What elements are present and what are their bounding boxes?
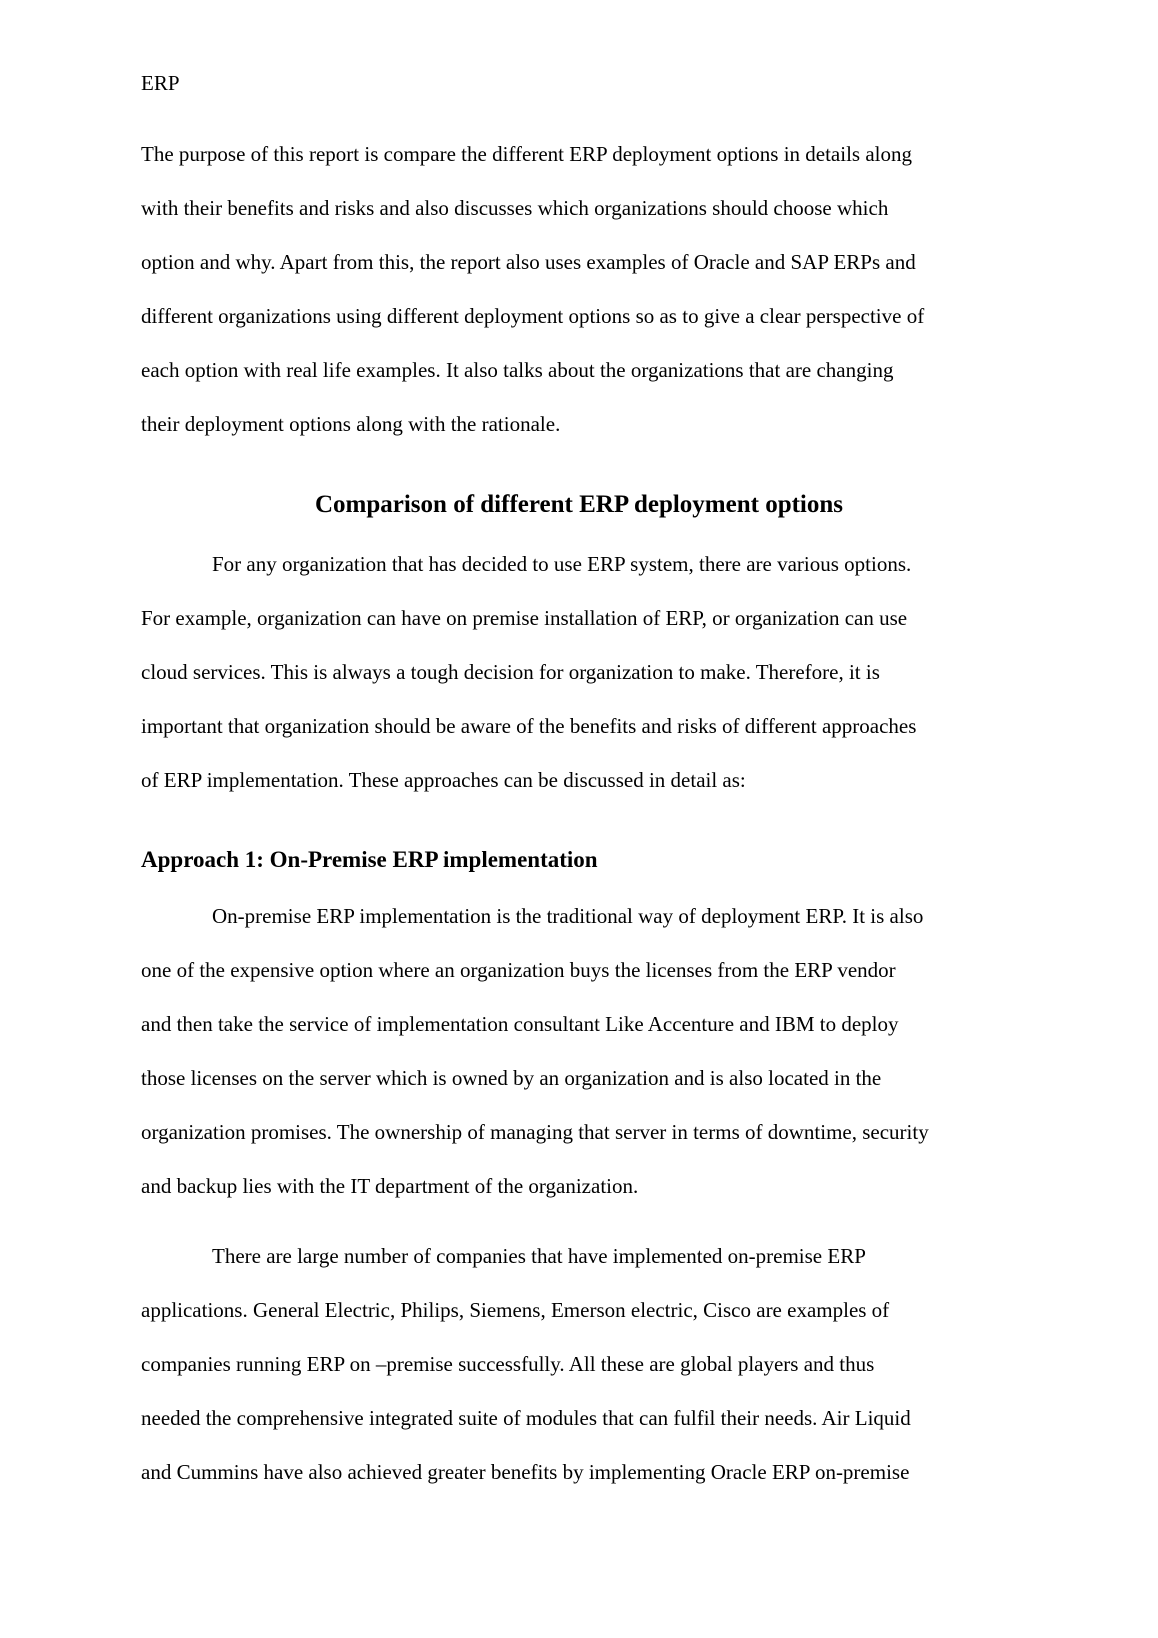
paragraph-line: option and why. Apart from this, the report also uses examples of Oracle and SAP ERPs and [141,250,916,274]
paragraph-line: important that organization should be aware of the benefits and risks of different approaches [141,714,917,738]
paragraph-line: of ERP implementation. These approaches can be discussed in detail as: [141,768,746,792]
section-heading-comparison: Comparison of different ERP deployment options [314,491,844,518]
paragraph-line: one of the expensive option where an organization buys the licenses from the ERP vendor [141,958,896,982]
section-heading-approach-1: Approach 1: On-Premise ERP implementation [141,847,598,872]
paragraph-line: with their benefits and risks and also discusses which organizations should choose which [141,196,889,220]
paragraph-line: different organizations using different deployment options so as to give a clear perspective of [141,304,925,328]
paragraph-line: cloud services. This is always a tough decision for organization to make. Therefore, it is [141,660,880,684]
paragraph-line: companies running ERP on –premise successfully. All these are global players and thus [141,1352,875,1376]
paragraph-line: applications. General Electric, Philips, Siemens, Emerson electric, Cisco are examples of [141,1298,890,1322]
paragraph-line: On-premise ERP implementation is the traditional way of deployment ERP. It is also [212,904,924,928]
paragraph-line: The purpose of this report is compare the different ERP deployment options in details along [141,142,913,166]
paragraph-line: There are large number of companies that have implemented on-premise ERP [212,1244,866,1268]
paragraph-line: For example, organization can have on premise installation of ERP, or organization can use [141,606,908,630]
intro-paragraph [141,141,1026,465]
running-header: ERP [141,71,180,95]
paragraph-line: and then take the service of implementation consultant Like Accenture and IBM to deploy [141,1012,899,1036]
paragraph-line: and Cummins have also achieved greater benefits by implementing Oracle ERP on-premise [141,1460,910,1484]
paragraph-line: organization promises. The ownership of managing that server in terms of downtime, security [141,1120,929,1144]
paragraph-line: their deployment options along with the rationale. [141,412,561,436]
paragraph-line: each option with real life examples. It also talks about the organizations that are changing [141,358,894,382]
paragraph-line: those licenses on the server which is owned by an organization and is also located in the [141,1066,882,1090]
paragraph-line: For any organization that has decided to use ERP system, there are various options. [212,552,912,576]
paragraph-line: needed the comprehensive integrated suite of modules that can fulfil their needs. Air Liquid [141,1406,911,1430]
approach1-paragraph-2 [141,1243,1026,1513]
comparison-paragraph [141,551,1026,821]
paragraph-line: and backup lies with the IT department of the organization. [141,1174,639,1198]
approach1-paragraph-1 [141,903,1026,1227]
